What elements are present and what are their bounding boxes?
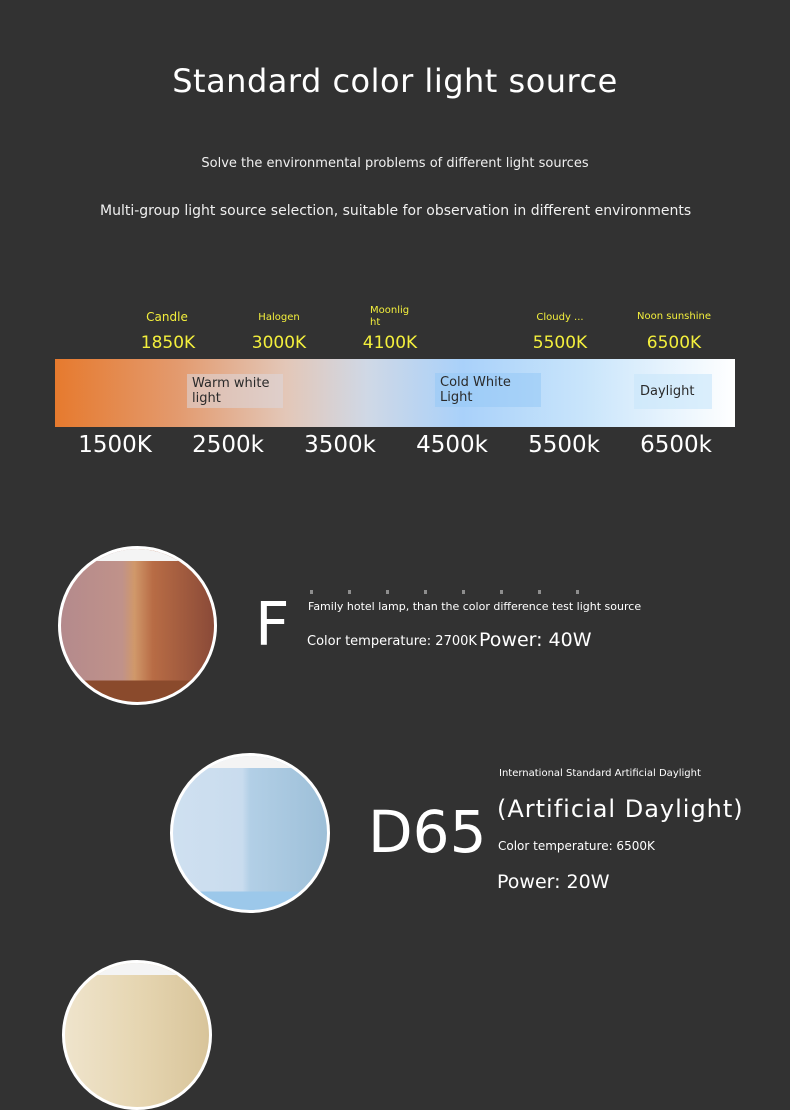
scale-tick-label: 3500k [304,432,376,458]
bar-label-daylight: Daylight [634,374,712,409]
lamp-d65-power: Power: 20W [497,871,610,893]
lamp-f-code: F [255,590,290,660]
bar-label-warm-white: Warm white light [187,374,283,408]
source-name-halogen: Halogen [258,312,300,323]
scale-tick-label: 6500k [640,432,712,458]
lamp-f-power: Power: 40W [479,629,592,651]
lamp-f-room-image [58,546,217,705]
lamp-d65-color-temperature: Color temperature: 6500K [498,839,655,853]
source-temp-candle: 1850K [140,333,196,353]
source-temp-noon: 6500K [646,333,702,353]
lamp-d65-code: D65 [368,798,487,866]
source-temp-moonlight: 4100K [362,333,418,353]
scale-tick-label: 5500k [528,432,600,458]
decorative-divider [310,590,610,594]
bar-label-cold-white: Cold White Light [435,373,541,407]
source-temp-halogen: 3000K [251,333,307,353]
scale-tick-label: 2500k [192,432,264,458]
lamp-d65-room-image [170,753,330,913]
source-temp-cloudy: 5500K [532,333,588,353]
page-subtitle: Solve the environmental problems of different light sources [201,156,589,171]
page-description: Multi-group light source selection, suitable for observation in different environments [100,203,692,219]
lamp-d65-subtitle: (Artificial Daylight) [497,795,744,823]
lamp-third-room-image [62,960,212,1110]
lamp-d65-description: International Standard Artificial Daylight [499,768,701,779]
source-name-cloudy: Cloudy ... [536,312,584,323]
page-title: Standard color light source [172,62,618,100]
source-name-noon: Noon sunshine [637,311,711,322]
scale-tick-label: 1500K [78,432,152,458]
lamp-f-color-temperature: Color temperature: 2700K [307,634,477,649]
source-name-moonlight: Moonlig ht [370,305,410,328]
lamp-f-description: Family hotel lamp, than the color difference test light source [308,600,642,613]
source-name-candle: Candle [146,310,188,324]
color-temperature-gradient-bar [55,359,735,427]
scale-tick-label: 4500k [416,432,488,458]
